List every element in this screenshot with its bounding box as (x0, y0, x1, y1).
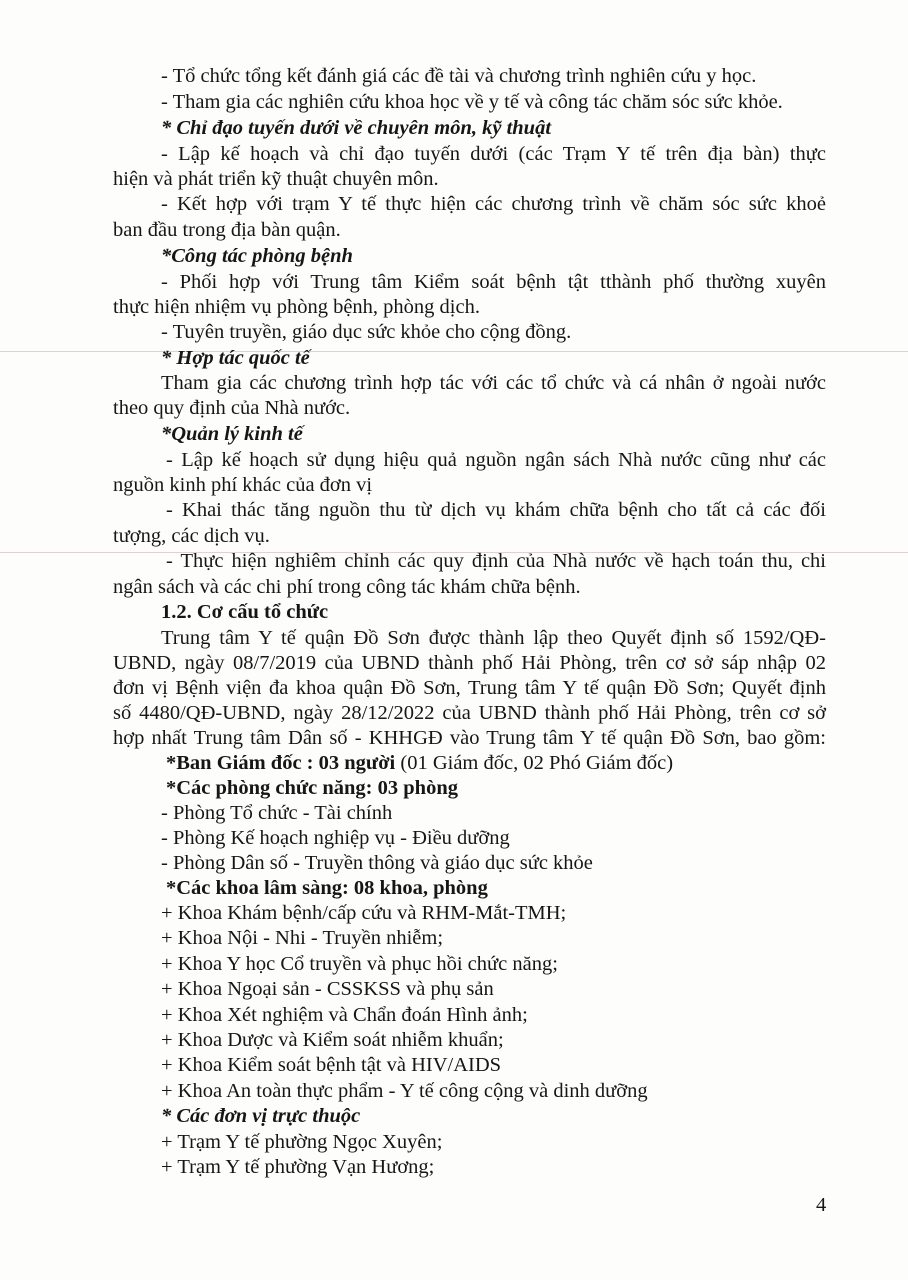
text-line: - Tuyên truyền, giáo dục sức khỏe cho cộng đồng. (161, 321, 572, 343)
text-line: - Lập kế hoạch và chỉ đạo tuyến dưới (các Trạm Y tế trên địa bàn) thực (161, 143, 826, 165)
list-item: - Phòng Kế hoạch nghiệp vụ - Điều dưỡng (161, 827, 510, 849)
text-line: Trung tâm Y tế quận Đồ Sơn được thành lập theo Quyết định số 1592/QĐ- (161, 627, 826, 649)
list-item: + Khoa Khám bệnh/cấp cứu và RHM-Mắt-TMH; (161, 902, 567, 924)
list-item: + Trạm Y tế phường Ngọc Xuyên; (161, 1131, 443, 1153)
list-item: - Phòng Dân số - Truyền thông và giáo dục sức khỏe (161, 852, 593, 874)
section-heading: * Các đơn vị trực thuộc (161, 1105, 361, 1127)
text-line: đơn vị Bệnh viện đa khoa quận Đồ Sơn, Trung tâm Y tế quận Đồ Sơn; Quyết định (113, 677, 826, 699)
board-label: *Ban Giám đốc : 03 người (166, 752, 396, 774)
section-heading: *Các khoa lâm sàng: 08 khoa, phòng (166, 877, 488, 899)
board-detail: (01 Giám đốc, 02 Phó Giám đốc) (395, 752, 674, 774)
text-line: ban đầu trong địa bàn quận. (113, 219, 341, 241)
text-line: ngân sách và các chi phí trong công tác khám chữa bệnh. (113, 576, 581, 598)
text-line: số 4480/QĐ-UBND, ngày 28/12/2022 của UBND thành phố Hải Phòng, trên cơ sở (113, 702, 826, 724)
list-item: + Khoa Y học Cổ truyền và phục hồi chức năng; (161, 953, 558, 975)
text-line: - Khai thác tăng nguồn thu từ dịch vụ khám chữa bệnh cho tất cả các đối (166, 499, 826, 521)
section-heading: * Chỉ đạo tuyến dưới về chuyên môn, kỹ thuật (161, 117, 552, 139)
section-heading: * Hợp tác quốc tế (161, 347, 310, 369)
text-line: - Phối hợp với Trung tâm Kiểm soát bệnh tật tthành phố thường xuyên (161, 271, 826, 293)
text-line: - Kết hợp với trạm Y tế thực hiện các chương trình về chăm sóc sức khoẻ (161, 193, 826, 215)
text-line: theo quy định của Nhà nước. (113, 397, 351, 419)
text-line: tượng, các dịch vụ. (113, 525, 270, 547)
list-item: + Khoa Kiểm soát bệnh tật và HIV/AIDS (161, 1054, 502, 1076)
text-line: hợp nhất Trung tâm Dân số - KHHGĐ vào Trung tâm Y tế quận Đồ Sơn, bao gồm: (113, 727, 826, 749)
list-item: + Khoa An toàn thực phẩm - Y tế công cộng và dinh dưỡng (161, 1080, 648, 1102)
list-item: + Khoa Nội - Nhi - Truyền nhiễm; (161, 927, 444, 949)
list-item: + Khoa Dược và Kiểm soát nhiễm khuẩn; (161, 1029, 504, 1051)
section-heading: *Công tác phòng bệnh (161, 245, 353, 267)
list-item: + Khoa Xét nghiệm và Chẩn đoán Hình ảnh; (161, 1004, 528, 1026)
subsection-heading: 1.2. Cơ cấu tổ chức (161, 601, 329, 623)
text-line: UBND, ngày 08/7/2019 của UBND thành phố Hải Phòng, trên cơ sở sáp nhập 02 (113, 652, 826, 674)
text-line: thực hiện nhiệm vụ phòng bệnh, phòng dịch. (113, 296, 480, 318)
list-item: + Khoa Ngoại sản - CSSKSS và phụ sản (161, 978, 494, 1000)
section-heading: *Quản lý kinh tế (161, 423, 303, 445)
text-line: - Tham gia các nghiên cứu khoa học về y tế và công tác chăm sóc sức khỏe. (161, 91, 783, 113)
text-line: nguồn kinh phí khác của đơn vị (113, 474, 373, 496)
text-line: Tham gia các chương trình hợp tác với các tổ chức và cá nhân ở ngoài nước (161, 372, 826, 394)
list-item: - Phòng Tổ chức - Tài chính (161, 802, 393, 824)
section-heading: *Các phòng chức năng: 03 phòng (166, 777, 458, 799)
page-number: 4 (816, 1194, 827, 1216)
text-line: - Thực hiện nghiêm chỉnh các quy định của Nhà nước về hạch toán thu, chi (166, 550, 826, 572)
text-line (166, 751, 908, 775)
text-line: - Lập kế hoạch sử dụng hiệu quả nguồn ngân sách Nhà nước cũng như các (166, 449, 826, 471)
list-item: + Trạm Y tế phường Vạn Hương; (161, 1156, 435, 1178)
text-line: hiện và phát triển kỹ thuật chuyên môn. (113, 168, 439, 190)
text-line: - Tổ chức tổng kết đánh giá các đề tài và chương trình nghiên cứu y học. (161, 65, 757, 87)
